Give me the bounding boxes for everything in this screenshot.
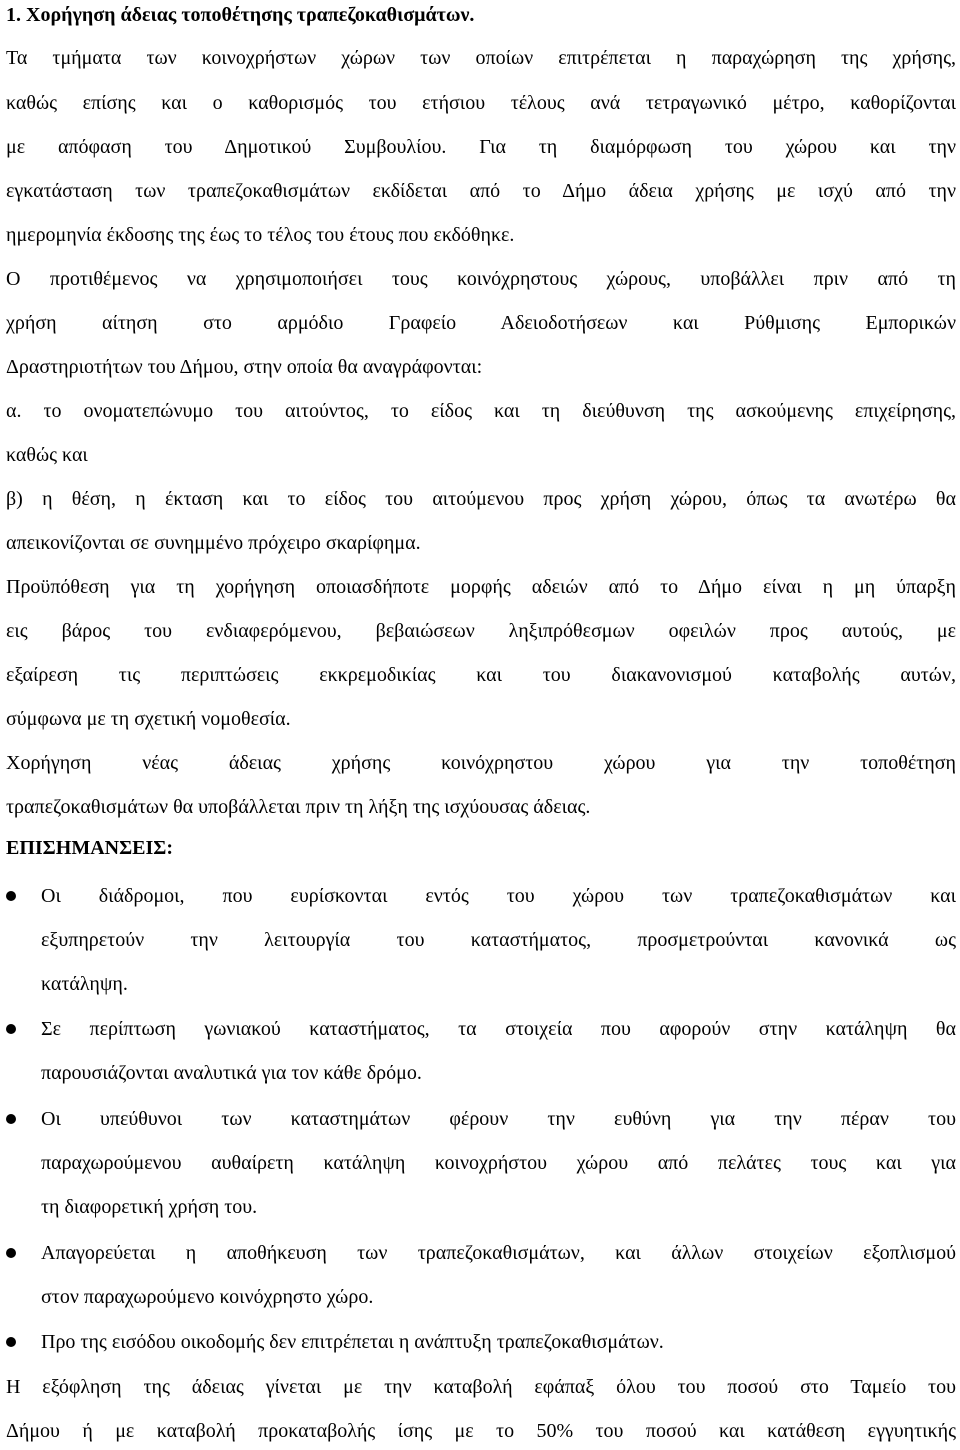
paragraph-1-line: Τα τμήματα των κοινοχρήστων χώρων των οποίων επιτρέπεται η παραχώρηση της χρήσης,: [6, 47, 956, 69]
bullet-2-line: Σε περίπτωση γωνιακού καταστήματος, τα στοιχεία που αφορούν στην κατάληψη θα: [41, 1018, 956, 1040]
bullet-3-line: παραχωρούμενου αυθαίρετη κατάληψη κοινοχρήστου χώρου από πελάτες τους και για: [41, 1152, 956, 1174]
bullet-icon: [6, 1248, 16, 1258]
paragraph-1-line: καθώς επίσης και ο καθορισμός του ετήσιου τέλους ανά τετραγωνικό μέτρο, καθορίζονται: [6, 92, 956, 114]
section-heading: 1. Χορήγηση άδειας τοποθέτησης τραπεζοκαθισμάτων.: [6, 4, 475, 26]
bullet-1-line: Οι διάδρομοι, που ευρίσκονται εντός του χώρου των τραπεζοκαθισμάτων και: [41, 885, 956, 907]
item-b-line: β) η θέση, η έκταση και το είδος του αιτούμενου προς χρήση χώρου, όπως τα ανωτέρω θα: [6, 488, 956, 510]
paragraph-4-line: τραπεζοκαθισμάτων θα υποβάλλεται πριν τη λήξη της ισχύουσας άδειας.: [6, 796, 591, 818]
bullet-2-line: παρουσιάζονται αναλυτικά για τον κάθε δρόμο.: [41, 1062, 422, 1084]
bullet-1-line: κατάληψη.: [41, 973, 128, 995]
paragraph-3-line: Προϋπόθεση για τη χορήγηση οποιασδήποτε μορφής αδειών από το Δήμο είναι η μη ύπαρξη: [6, 576, 956, 598]
bullet-icon: [6, 891, 16, 901]
paragraph-3-line: εξαίρεση τις περιπτώσεις εκκρεμοδικίας και του διακανονισμού καταβολής αυτών,: [6, 664, 956, 686]
paragraph-1-line: εγκατάσταση των τραπεζοκαθισμάτων εκδίδεται από το Δήμο άδεια χρήσης με ισχύ από την: [6, 180, 956, 202]
paragraph-2-line: Ο προτιθέμενος να χρησιμοποιήσει τους κοινόχρηστους χώρους, υποβάλλει πριν από τη: [6, 268, 956, 290]
bullet-3-line: Οι υπεύθυνοι των καταστημάτων φέρουν την ευθύνη για την πέραν του: [41, 1108, 956, 1130]
notes-heading: ΕΠΙΣΗΜΑΝΣΕΙΣ:: [6, 837, 174, 859]
bullet-1-line: εξυπηρετούν την λειτουργία του καταστήματος, προσμετρούνται κανονικά ως: [41, 929, 956, 951]
bullet-4-line: Απαγορεύεται η αποθήκευση των τραπεζοκαθισμάτων, και άλλων στοιχείων εξοπλισμού: [41, 1242, 956, 1264]
paragraph-5-line: Δήμου ή με καταβολή προκαταβολής ίσης με το 50% του ποσού και κατάθεση εγγυητικής: [6, 1420, 956, 1442]
paragraph-5-line: Η εξόφληση της άδειας γίνεται με την καταβολή εφάπαξ όλου του ποσού στο Ταμείο του: [6, 1376, 956, 1398]
paragraph-4-line: Χορήγηση νέας άδειας χρήσης κοινόχρηστου χώρου για την τοποθέτηση: [6, 752, 956, 774]
bullet-icon: [6, 1024, 16, 1034]
item-a-line: καθώς και: [6, 444, 88, 466]
paragraph-2-line: χρήση αίτηση στο αρμόδιο Γραφείο Αδειοδοτήσεων και Ρύθμισης Εμπορικών: [6, 312, 956, 334]
bullet-icon: [6, 1114, 16, 1124]
bullet-icon: [6, 1337, 16, 1347]
bullet-5-line: Προ της εισόδου οικοδομής δεν επιτρέπεται η ανάπτυξη τραπεζοκαθισμάτων.: [41, 1331, 664, 1353]
item-b-line: απεικονίζονται σε συνημμένο πρόχειρο σκαρίφημα.: [6, 532, 421, 554]
paragraph-1-line: ημερομηνία έκδοσης της έως το τέλος του έτους που εκδόθηκε.: [6, 224, 515, 246]
bullet-4-line: στον παραχωρούμενο κοινόχρηστο χώρο.: [41, 1286, 374, 1308]
paragraph-3-line: εις βάρος του ενδιαφερόμενου, βεβαιώσεων ληξιπρόθεσμων οφειλών προς αυτούς, με: [6, 620, 956, 642]
bullet-3-line: τη διαφορετική χρήση του.: [41, 1196, 258, 1218]
item-a-line: α. το ονοματεπώνυμο του αιτούντος, το είδος και τη διεύθυνση της ασκούμενης επιχείρησης,: [6, 400, 956, 422]
paragraph-1-line: με απόφαση του Δημοτικού Συμβουλίου. Για τη διαμόρφωση του χώρου και την: [6, 136, 956, 158]
paragraph-3-line: σύμφωνα με τη σχετική νομοθεσία.: [6, 708, 291, 730]
paragraph-2-line: Δραστηριοτήτων του Δήμου, στην οποία θα αναγράφονται:: [6, 356, 483, 378]
